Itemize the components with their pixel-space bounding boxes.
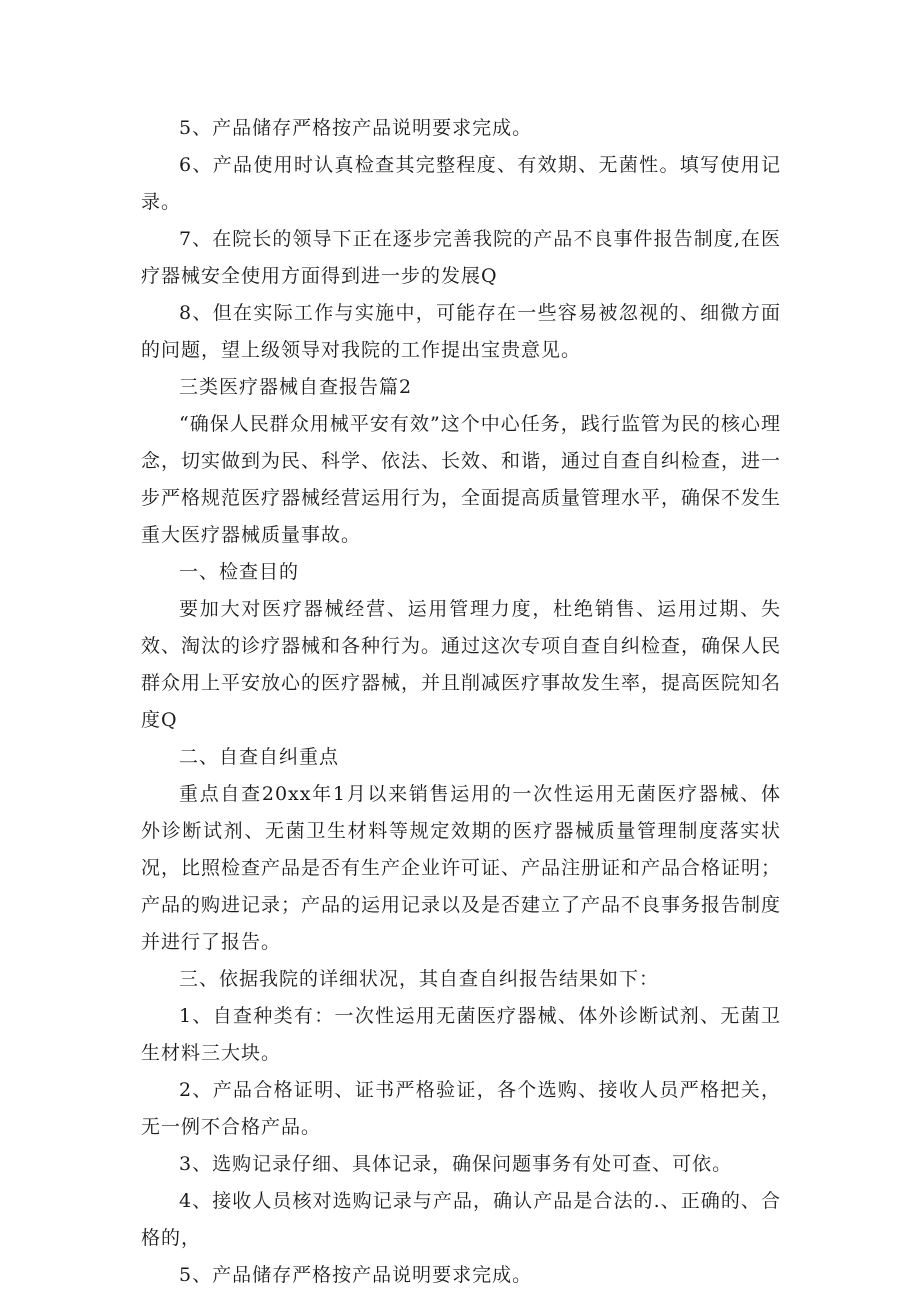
document-body [141,110,781,1294]
section-title: 三类医疗器械自查报告篇2 [179,376,413,398]
intro-paragraph: “确保人民群众用械平安有效”这个中心任务，践行监管为民的核心理念，切实做到为民、科学、依法、长效、和谐，通过自查自纠检查，进一步严格规范医疗器械经营运用行为，全面提高质量管理水平，确保不发生重大医疗器械质量事故。 [141,413,782,546]
result-item-4: 4、接收人员核对选购记录与产品，确认产品是合法的.、正确的、合格的， [141,1190,781,1249]
purpose-paragraph: 要加大对医疗器械经营、运用管理力度，杜绝销售、运用过期、失效、淘汰的诊疗器械和各种行为。通过这次专项自查自纠检查，确保人民群众用上平安放心的医疗器械，并且削减医疗事故发生率，提高医院知名度Q [141,598,782,731]
paragraph-item-8: 8、但在实际工作与实施中，可能存在一些容易被忽视的、细微方面的问题，望上级领导对我院的工作提出宝贵意见。 [141,302,781,361]
heading-purpose: 一、检查目的 [179,561,300,583]
heading-results: 三、依据我院的详细状况，其自查自纠报告结果如下： [179,968,660,990]
heading-focus: 二、自查自纠重点 [179,746,340,768]
paragraph-item-5: 5、产品储存严格按产品说明要求完成。 [179,117,533,139]
result-item-2: 2、产品合格证明、证书严格验证，各个选购、接收人员严格把关，无一例不合格产品。 [141,1079,781,1138]
result-item-3: 3、选购记录仔细、具体记录，确保问题事务有处可查、可依。 [179,1153,733,1175]
paragraph-item-7: 7、在院长的领导下正在逐步完善我院的产品不良事件报告制度,在医疗器械安全使用方面得到进一步的发展Q [141,228,781,287]
focus-paragraph: 重点自查20xx年1月以来销售运用的一次性运用无菌医疗器械、体外诊断试剂、无菌卫生材料等规定效期的医疗器械质量管理制度落实状况，比照检查产品是否有生产企业许可证、产品注册证和产品合格证明；产品的购进记录；产品的运用记录以及是否建立了产品不良事务报告制度并进行了报告。 [141,783,782,953]
paragraph-item-6: 6、产品使用时认真检查其完整程度、有效期、无菌性。填写使用记录。 [141,154,781,213]
result-item-1: 1、自查种类有：一次性运用无菌医疗器械、体外诊断试剂、无菌卫生材料三大块。 [141,1005,781,1064]
result-item-5: 5、产品储存严格按产品说明要求完成。 [179,1264,533,1286]
